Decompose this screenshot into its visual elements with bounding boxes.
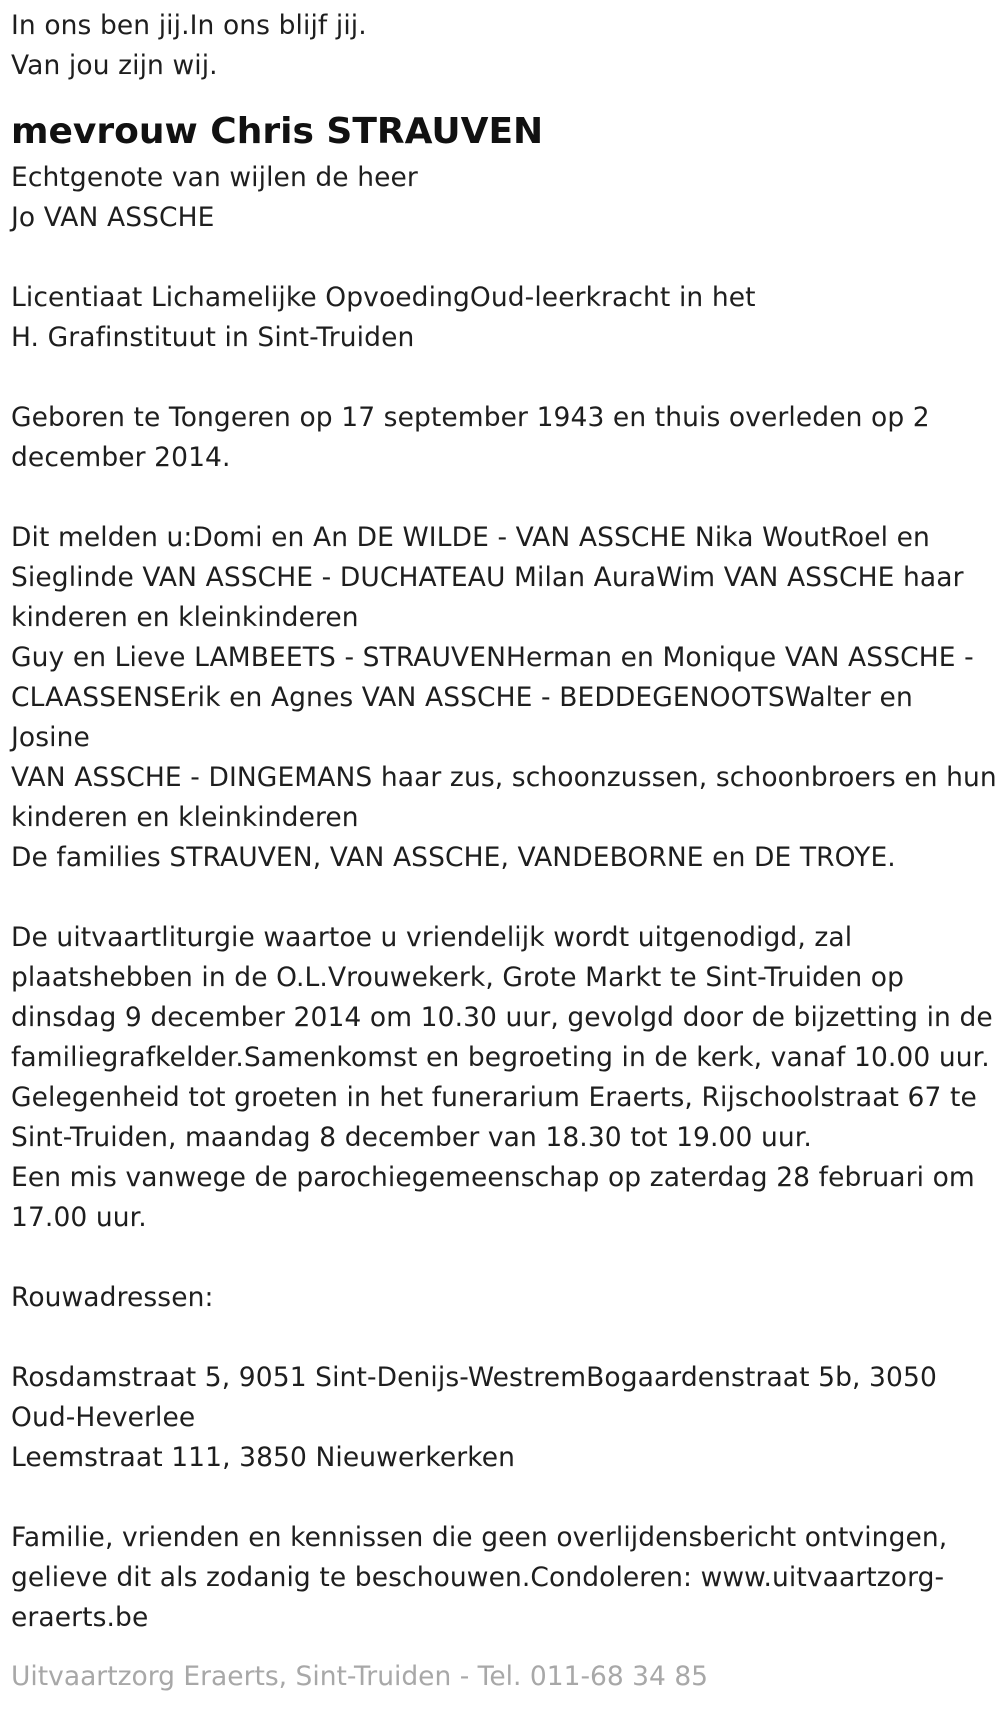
addresses — [11, 1358, 1000, 1478]
address-line: Rosdamstraat 5, 9051 Sint-Denijs-WestremBogaardenstraat 5b, 3050 — [11, 1362, 937, 1393]
birth-death-line: december 2014. — [11, 442, 231, 473]
birth-death-line: Geboren te Tongeren op 17 september 1943 en thuis overleden op 2 — [11, 402, 930, 433]
spacer — [11, 1238, 1000, 1278]
funeral-line: De uitvaartliturgie waartoe u vriendelijk wordt uitgenodigd, zal — [11, 922, 853, 953]
closing-line: gelieve dit als zodanig te beschouwen.Condoleren: www.uitvaartzorg- — [11, 1562, 945, 1593]
profession-line: H. Grafinstituut in Sint-Truiden — [11, 322, 415, 353]
funeral-home-footer: Uitvaartzorg Eraerts, Sint-Truiden - Tel. 011-68 34 85 — [11, 1661, 709, 1692]
family-notice — [11, 518, 1000, 878]
motto-line: Van jou zijn wij. — [11, 50, 218, 81]
closing-line: eraerts.be — [11, 1602, 149, 1633]
spacer — [11, 478, 1000, 518]
funeral-line: Gelegenheid tot groeten in het funerarium Eraerts, Rijschoolstraat 67 te — [11, 1082, 977, 1113]
addresses-heading: Rouwadressen: — [11, 1282, 214, 1313]
spacer — [11, 238, 1000, 278]
profession — [11, 278, 1000, 358]
motto — [11, 6, 1000, 86]
spouse-info — [11, 158, 1000, 238]
closing-note — [11, 1518, 1000, 1638]
spacer — [11, 1478, 1000, 1518]
closing-line: Familie, vrienden en kennissen die geen overlijdensbericht ontvingen, — [11, 1522, 948, 1553]
family-line: CLAASSENSErik en Agnes VAN ASSCHE - BEDDEGENOOTSWalter en Josine — [11, 682, 913, 753]
profession-line: Licentiaat Lichamelijke OpvoedingOud-leerkracht in het — [11, 282, 756, 313]
funeral-line: Sint-Truiden, maandag 8 december van 18.30 tot 19.00 uur. — [11, 1122, 812, 1153]
funeral-line: 17.00 uur. — [11, 1202, 147, 1233]
family-line: VAN ASSCHE - DINGEMANS haar zus, schoonzussen, schoonbroers en hun — [11, 762, 997, 793]
spouse-line: Jo VAN ASSCHE — [11, 202, 215, 233]
family-line: Guy en Lieve LAMBEETS - STRAUVENHerman en Monique VAN ASSCHE - — [11, 642, 974, 673]
address-line: Leemstraat 111, 3850 Nieuwerkerken — [11, 1442, 516, 1473]
funeral-line: plaatshebben in de O.L.Vrouwekerk, Grote Markt te Sint-Truiden op — [11, 962, 905, 993]
spacer — [11, 878, 1000, 918]
birth-death — [11, 398, 1000, 478]
family-line: Sieglinde VAN ASSCHE - DUCHATEAU Milan AuraWim VAN ASSCHE haar — [11, 562, 964, 593]
family-line: De families STRAUVEN, VAN ASSCHE, VANDEBORNE en DE TROYE. — [11, 842, 896, 873]
address-line: Oud-Heverlee — [11, 1402, 196, 1433]
funeral-line: Een mis vanwege de parochiegemeenschap op zaterdag 28 februari om — [11, 1162, 975, 1193]
family-line: Dit melden u:Domi en An DE WILDE - VAN ASSCHE Nika WoutRoel en — [11, 522, 930, 553]
motto-line: In ons ben jij.In ons blijf jij. — [11, 10, 367, 41]
family-line: kinderen en kleinkinderen — [11, 602, 359, 633]
funeral-line: familiegrafkelder.Samenkomst en begroeting in de kerk, vanaf 10.00 uur. — [11, 1042, 990, 1073]
spacer — [11, 1318, 1000, 1358]
spacer — [11, 358, 1000, 398]
funeral-line: dinsdag 9 december 2014 om 10.30 uur, gevolgd door de bijzetting in de — [11, 1002, 993, 1033]
deceased-name: mevrouw Chris STRAUVEN — [11, 111, 544, 152]
family-line: kinderen en kleinkinderen — [11, 802, 359, 833]
spouse-line: Echtgenote van wijlen de heer — [11, 162, 418, 193]
funeral-info — [11, 918, 1000, 1238]
